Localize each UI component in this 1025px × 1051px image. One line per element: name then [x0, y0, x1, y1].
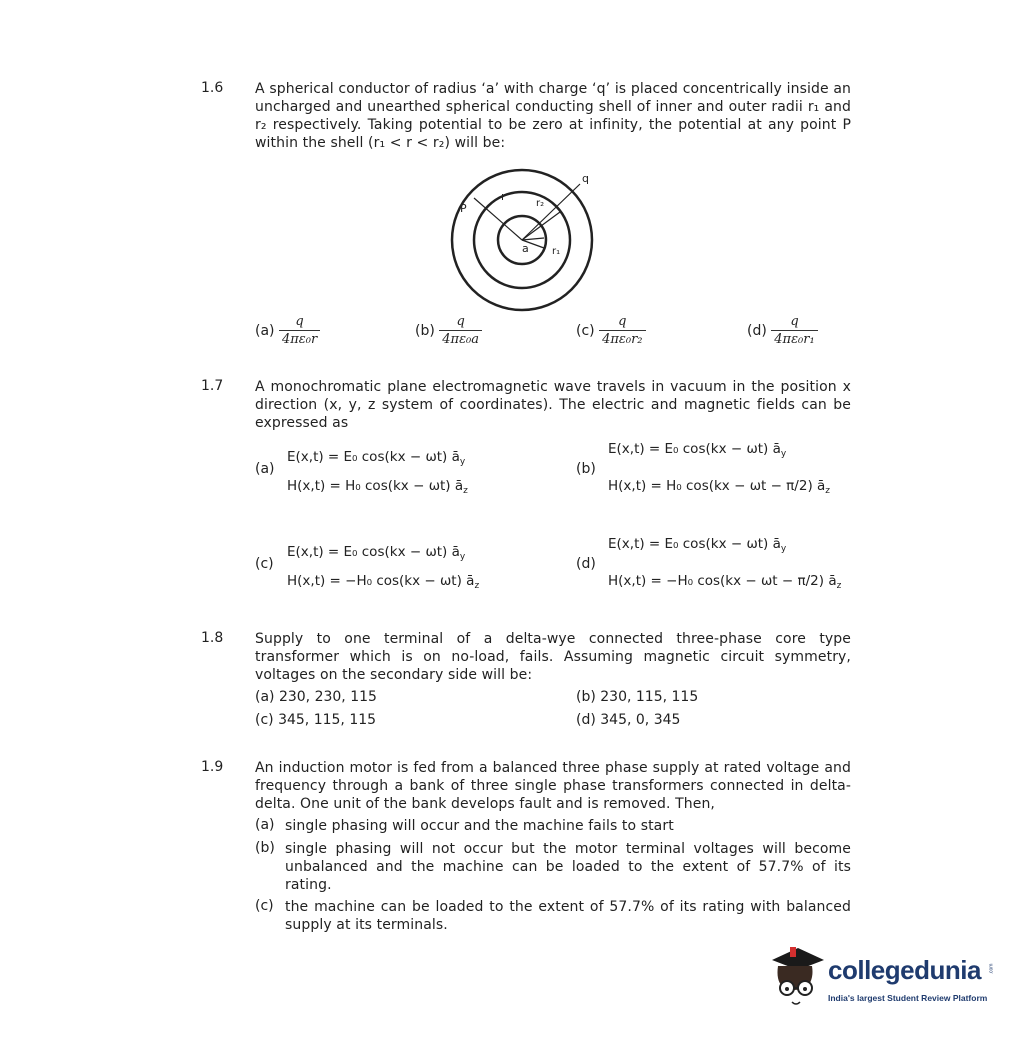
denominator: 4πε₀r — [279, 330, 320, 348]
magnetic-field-equation — [287, 572, 479, 595]
concentric-spheres-figure — [430, 168, 610, 318]
option-b[interactable]: (b) 230, 115, 115 — [576, 689, 699, 705]
option-c-text[interactable]: the machine can be loaded to the extent of 57.7% of its rating with balanced supply at its terminals. — [285, 899, 851, 933]
option-d-label[interactable]: (d) — [576, 556, 596, 572]
fraction — [599, 314, 645, 348]
magnetic-field-equation — [608, 572, 841, 595]
option-a-label[interactable]: (a) — [255, 817, 275, 833]
question-number: 1.7 — [201, 378, 224, 394]
brand-name[interactable]: collegedunia — [828, 955, 981, 985]
question-text: A spherical conductor of radius ‘a’ with charge ‘q’ is placed concentrically inside an uncharged and unearthed spherical conducting shell of inner and outer radii r₁ and r₂ respectively. Taking potential to be zero at infinity, the potential at any point P within the shell (r₁ < r < r₂) will be: — [255, 81, 851, 151]
electric-field-equation — [287, 448, 468, 471]
unit-vector-sub: y — [780, 544, 787, 554]
option-label: (c) — [576, 323, 595, 339]
unit-vector-sub: y — [459, 552, 466, 562]
option-b-equations[interactable] — [608, 440, 830, 500]
unit-vector-sub: z — [836, 581, 842, 591]
equation-text: E(x,t) = E₀ cos(kx − ωt) ā — [287, 544, 460, 560]
equation-text: E(x,t) = E₀ cos(kx − ωt) ā — [608, 536, 781, 552]
option-b-text[interactable]: single phasing will not occur but the motor terminal voltages will become unbalanced and the machine can be loaded to the extent of 57.7% of its rating. — [285, 841, 851, 893]
question-text: An induction motor is fed from a balanced three phase supply at rated voltage and frequency through a bank of three single phase transformers connected in delta-delta. One unit of the bank develops fault and is removed. Then, — [255, 760, 851, 812]
option-label: (b) — [415, 323, 435, 339]
label-r1: r₁ — [552, 246, 561, 257]
unit-vector-sub: z — [474, 581, 480, 591]
option-b-label[interactable]: (b) — [576, 461, 596, 477]
unit-vector-sub: z — [463, 486, 468, 496]
magnetic-field-equation — [287, 477, 468, 500]
equation-text: H(x,t) = H₀ cos(kx − ωt − π/2) ā — [608, 478, 826, 494]
electric-field-equation — [287, 543, 479, 566]
electric-field-equation — [608, 535, 841, 558]
equation-text: H(x,t) = H₀ cos(kx − ωt) ā — [287, 478, 464, 494]
option-a[interactable]: (a) 230, 230, 115 — [255, 689, 377, 705]
option-a[interactable] — [255, 314, 320, 348]
question-number: 1.6 — [201, 80, 224, 96]
mascot-logo-icon — [768, 944, 826, 1010]
numerator: q — [456, 314, 465, 329]
option-d[interactable] — [747, 314, 818, 348]
question-text: Supply to one terminal of a delta-wye connected three-phase core type transformer which is on no-load, fails. Assuming magnetic circuit symmetry, voltages on the secondary side will be: — [255, 631, 851, 683]
label-r2: r₂ — [536, 198, 545, 209]
option-c-label[interactable]: (c) — [255, 556, 274, 572]
brand-tagline: India's largest Student Review Platform — [828, 993, 988, 1003]
question-number: 1.8 — [201, 630, 224, 646]
question-number: 1.9 — [201, 759, 224, 775]
option-d[interactable]: (d) 345, 0, 345 — [576, 712, 681, 728]
denominator: 4πε₀r₁ — [771, 330, 817, 348]
label-r: r — [501, 190, 506, 203]
option-c[interactable] — [576, 314, 646, 348]
label-q: q — [582, 172, 589, 185]
numerator: q — [295, 314, 304, 329]
fraction — [771, 314, 817, 348]
option-c[interactable]: (c) 345, 115, 115 — [255, 712, 377, 728]
label-a: a — [522, 242, 529, 255]
denominator: 4πε₀a — [439, 330, 482, 348]
option-a-equations[interactable] — [287, 448, 468, 500]
question-text: A monochromatic plane electromagnetic wave travels in vacuum in the position x direction (x, y, z system of coordinates). The electric and magnetic fields can be expressed as — [255, 379, 851, 431]
option-c-label[interactable]: (c) — [255, 898, 274, 914]
label-p: P — [460, 202, 467, 215]
equation-text: E(x,t) = E₀ cos(kx − ωt) ā — [608, 441, 781, 457]
numerator: q — [618, 314, 627, 329]
unit-vector-sub: y — [780, 449, 787, 459]
option-label: (a) — [255, 323, 275, 339]
option-a-label[interactable]: (a) — [255, 461, 275, 477]
fraction — [279, 314, 320, 348]
equation-text: H(x,t) = −H₀ cos(kx − ωt − π/2) ā — [608, 573, 837, 589]
fraction — [439, 314, 482, 348]
electric-field-equation — [608, 440, 830, 463]
option-label: (d) — [747, 323, 767, 339]
unit-vector-sub: z — [825, 486, 831, 496]
option-b[interactable] — [415, 314, 482, 348]
option-a-text[interactable]: single phasing will occur and the machine fails to start — [285, 818, 674, 834]
brand-dotcom: .com — [988, 963, 995, 975]
option-b-label[interactable]: (b) — [255, 840, 275, 856]
option-d-equations[interactable] — [608, 535, 841, 595]
denominator: 4πε₀r₂ — [599, 330, 645, 348]
equation-text: H(x,t) = −H₀ cos(kx − ωt) ā — [287, 573, 475, 589]
option-c-equations[interactable] — [287, 543, 479, 595]
magnetic-field-equation — [608, 477, 830, 500]
numerator: q — [790, 314, 799, 329]
equation-text: E(x,t) = E₀ cos(kx − ωt) ā — [287, 449, 460, 465]
unit-vector-sub: y — [459, 457, 466, 467]
